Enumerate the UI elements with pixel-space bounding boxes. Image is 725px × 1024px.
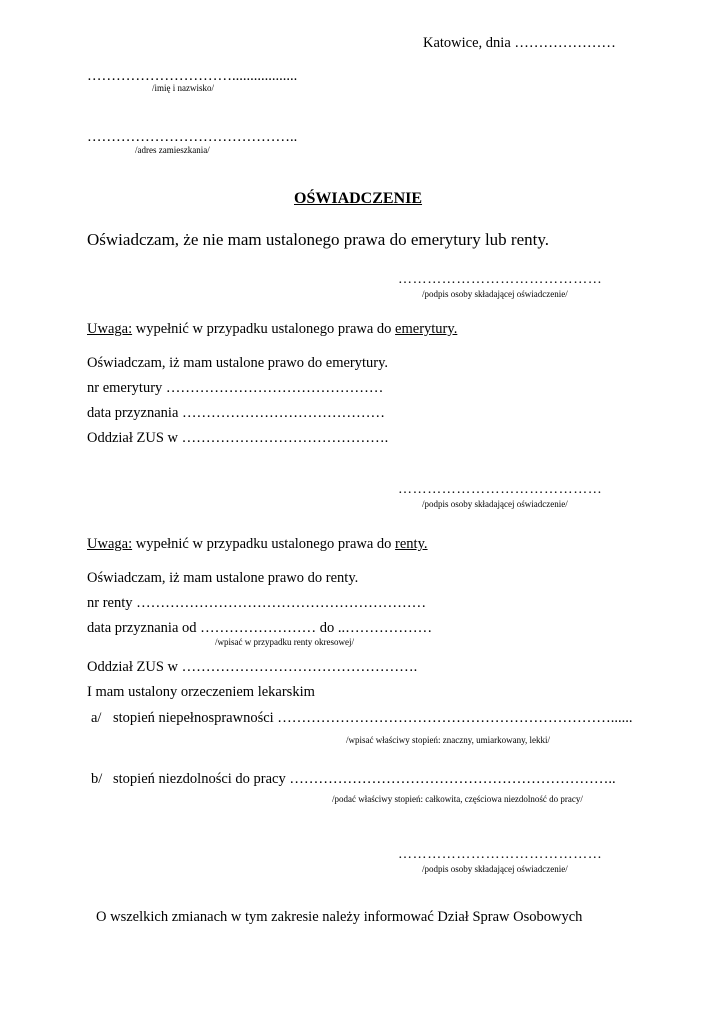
- disability-grant-date-line: data przyznania od …………………… do ..………………: [87, 620, 433, 636]
- name-caption: /imię i nazwisko/: [152, 83, 214, 93]
- address-line: ……………………………………..: [87, 129, 298, 145]
- pension-number-line: nr emerytury ………………………………………: [87, 380, 384, 396]
- incapacity-degree-caption: /podać właściwy stopień: całkowita, częściowa niezdolność do pracy/: [332, 794, 583, 804]
- signature-caption-3: /podpis osoby składającej oświadczenie/: [422, 864, 568, 874]
- disability-declaration: Oświadczam, iż mam ustalone prawo do renty.: [87, 570, 359, 586]
- item-b-marker: b/: [91, 771, 103, 787]
- signature-caption-2: /podpis osoby składającej oświadczenie/: [422, 499, 568, 509]
- pension-note: [87, 322, 457, 337]
- disability-degree-caption: /wpisać właściwy stopień: znaczny, umiarkowany, lekki/: [346, 735, 551, 745]
- disability-note-text: wypełnić w przypadku ustalonego prawa do: [132, 536, 396, 552]
- disability-grant-date-caption: /wpisać w przypadku renty okresowej/: [215, 637, 354, 647]
- disability-note-label: Uwaga:: [87, 536, 133, 552]
- signature-caption-1: /podpis osoby składającej oświadczenie/: [422, 289, 568, 299]
- pension-zus-line: Oddział ZUS w …………………………………….: [87, 430, 389, 446]
- footer-note: O wszelkich zmianach w tym zakresie należy informować Dział Spraw Osobowych: [96, 909, 583, 925]
- disability-note: [87, 537, 428, 552]
- signature-line-3: ……………………………………: [398, 847, 603, 862]
- disability-degree-line: stopień niepełnosprawności ……………………………………………………………......: [113, 710, 633, 726]
- name-line: …………………………..................: [87, 68, 298, 84]
- main-statement: Oświadczam, że nie mam ustalonego prawa do emerytury lub renty.: [87, 230, 549, 249]
- disability-number-line: nr renty ……………………………………………………: [87, 595, 427, 611]
- incapacity-degree-line: stopień niezdolności do pracy …………………………………………………………..: [113, 771, 616, 787]
- address-caption: /adres zamieszkania/: [135, 145, 210, 155]
- signature-line-1: ……………………………………: [398, 272, 603, 287]
- pension-note-target: emerytury.: [395, 321, 458, 337]
- signature-line-2: ……………………………………: [398, 482, 603, 497]
- disability-zus-line: Oddział ZUS w ………………………………………….: [87, 659, 418, 675]
- item-a-marker: a/: [91, 710, 102, 726]
- pension-note-text: wypełnić w przypadku ustalonego prawa do: [132, 321, 396, 337]
- medical-certificate-line: I mam ustalony orzeczeniem lekarskim: [87, 684, 315, 700]
- pension-grant-date-line: data przyznania ……………………………………: [87, 405, 386, 421]
- pension-declaration: Oświadczam, iż mam ustalone prawo do emerytury.: [87, 355, 389, 371]
- pension-note-label: Uwaga:: [87, 321, 133, 337]
- place-date-line: Katowice, dnia …………………: [423, 35, 616, 51]
- disability-note-target: renty.: [395, 536, 428, 552]
- document-title: OŚWIADCZENIE: [294, 190, 423, 207]
